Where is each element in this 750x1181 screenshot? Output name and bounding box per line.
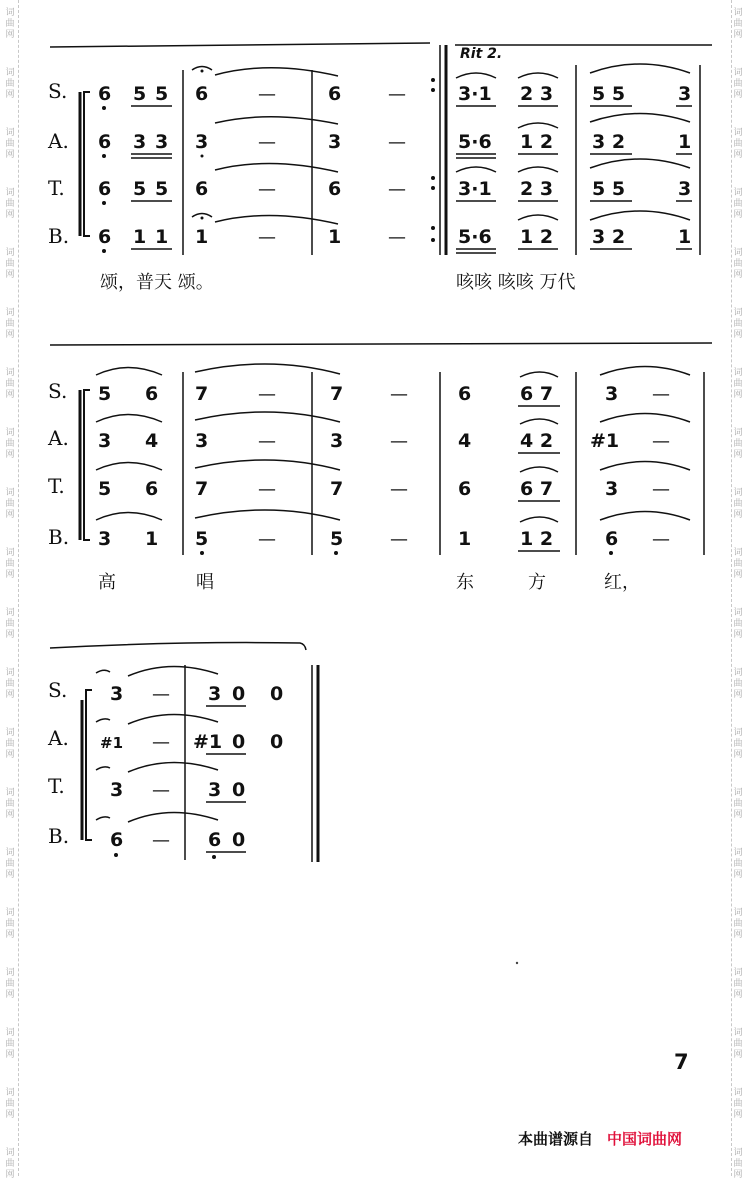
watermark-glyph-group: 词 曲 网 xyxy=(5,968,15,1000)
note: 3 2 xyxy=(592,131,626,153)
voice-label-s: S. xyxy=(48,678,68,702)
note: 0 xyxy=(232,731,246,753)
note: 5 xyxy=(133,83,147,105)
dash: — xyxy=(258,479,276,500)
note: 5·6 xyxy=(458,226,492,248)
dash: — xyxy=(390,529,408,550)
watermark-glyph-group: 词 曲 网 xyxy=(5,8,15,40)
watermark-glyph-group: 词 曲 网 xyxy=(733,668,743,700)
system-1-row-s xyxy=(98,64,692,110)
note: 0 xyxy=(232,779,246,801)
note: #1 xyxy=(100,734,124,752)
system-2-row-a xyxy=(96,412,690,453)
note: 3 xyxy=(208,779,222,801)
dash: — xyxy=(652,479,670,500)
note: 6 7 xyxy=(520,478,554,500)
dash: — xyxy=(388,227,406,248)
watermark-glyph-group: 词 曲 网 xyxy=(733,368,743,400)
watermark-glyph-group: 词 曲 网 xyxy=(5,1148,15,1180)
watermark-glyph-group: 词 曲 网 xyxy=(733,1148,743,1180)
voice-label-b: B. xyxy=(48,525,70,549)
dash: — xyxy=(390,431,408,452)
dash: — xyxy=(390,384,408,405)
note: 3 xyxy=(195,430,209,452)
dash: — xyxy=(258,132,276,153)
dash: — xyxy=(388,84,406,105)
note: 3 xyxy=(110,779,124,801)
dash: — xyxy=(258,431,276,452)
watermark-glyph-group: 词 曲 网 xyxy=(733,128,743,160)
note: 5 5 xyxy=(592,83,626,105)
note: 5 xyxy=(133,178,147,200)
note: 0 xyxy=(270,683,284,705)
note: 3 xyxy=(110,683,124,705)
note: 1 xyxy=(678,131,692,153)
system-3-row-t xyxy=(96,762,246,802)
watermark-glyph-group: 词 曲 网 xyxy=(733,548,743,580)
watermark-glyph-group: 词 曲 网 xyxy=(5,788,15,820)
watermark-glyph-group: 词 曲 网 xyxy=(5,368,15,400)
lyric: 唱 xyxy=(196,572,214,593)
watermark-glyph-group: 词 曲 网 xyxy=(5,668,15,700)
dash: — xyxy=(152,830,170,851)
voice-label-a: A. xyxy=(48,726,69,750)
note: 6 xyxy=(145,383,159,405)
note: 7 xyxy=(195,478,209,500)
note: 1 2 xyxy=(520,226,554,248)
dash: — xyxy=(152,732,170,753)
dash: — xyxy=(152,684,170,705)
watermark-glyph-group: 词 曲 网 xyxy=(5,908,15,940)
note: 6 xyxy=(458,383,472,405)
note: 1 xyxy=(328,226,342,248)
system-2 xyxy=(47,343,712,593)
note: 1 xyxy=(145,528,159,550)
system-3-row-a xyxy=(96,714,283,754)
note: 6 xyxy=(98,226,112,248)
watermark-glyph-group: 词 曲 网 xyxy=(5,848,15,880)
watermark-glyph-group: 词 曲 网 xyxy=(733,1028,743,1060)
note: 6 7 xyxy=(520,383,554,405)
system-1-row-t xyxy=(98,159,692,205)
note: 3 xyxy=(330,430,344,452)
watermark-glyph-group: 词 曲 网 xyxy=(733,8,743,40)
note: 6 xyxy=(98,131,112,153)
note: 5 xyxy=(98,383,112,405)
note: 4 2 xyxy=(520,430,554,452)
dash: — xyxy=(390,479,408,500)
note: 3 xyxy=(98,528,112,550)
note: 1 xyxy=(195,226,209,248)
lyric: 红， xyxy=(604,572,640,593)
voice-label-t: T. xyxy=(48,474,65,498)
note: 5 xyxy=(98,478,112,500)
note: 5 xyxy=(330,528,344,550)
note: 0 xyxy=(232,829,246,851)
lyric: 颂，普天 颂。 xyxy=(100,272,214,293)
watermark-glyph-group: 词 曲 网 xyxy=(733,788,743,820)
system-3 xyxy=(47,643,318,862)
lyric: 方 xyxy=(528,572,546,593)
voice-label-a: A. xyxy=(48,129,69,153)
note: 3 xyxy=(208,683,222,705)
system-2-row-b xyxy=(96,510,690,555)
note: 3 xyxy=(605,383,619,405)
voice-label-s: S. xyxy=(48,79,68,103)
watermark-glyph-group: 词 曲 网 xyxy=(5,128,15,160)
watermark-glyph-group: 词 曲 网 xyxy=(733,308,743,340)
note: 0 xyxy=(232,683,246,705)
note: 2 3 xyxy=(520,178,554,200)
note: 3·1 xyxy=(458,83,492,105)
watermark-glyph-group: 词 曲 网 xyxy=(5,1088,15,1120)
note: 6 xyxy=(328,178,342,200)
dash: — xyxy=(388,132,406,153)
note: 6 xyxy=(605,528,619,550)
voice-label-t: T. xyxy=(48,176,65,200)
lyric: 咳咳 咳咳 万代 xyxy=(456,272,576,293)
watermark-glyph-group: 词 曲 网 xyxy=(733,908,743,940)
note: 7 xyxy=(330,383,344,405)
note: 5 5 xyxy=(592,178,626,200)
note: 1 xyxy=(458,528,472,550)
note: 3 xyxy=(678,83,692,105)
system-3-top-rule xyxy=(50,643,306,650)
note: #1 xyxy=(193,731,223,753)
system-1-top-rule-a xyxy=(50,43,430,47)
note: 7 xyxy=(195,383,209,405)
dash: — xyxy=(258,227,276,248)
system-2-top-rule xyxy=(50,343,712,345)
note: 5·6 xyxy=(458,131,492,153)
watermark-glyph-group: 词 曲 网 xyxy=(733,68,743,100)
watermark-glyph-group: 词 曲 网 xyxy=(5,488,15,520)
watermark-glyph-group: 词 曲 网 xyxy=(5,1028,15,1060)
voice-label-a: A. xyxy=(48,426,69,450)
dash: — xyxy=(652,529,670,550)
voice-label-b: B. xyxy=(48,824,70,848)
rit-marking: Rit 2. xyxy=(460,46,503,62)
dash: — xyxy=(388,179,406,200)
dash: — xyxy=(258,384,276,405)
note: 3 xyxy=(605,478,619,500)
note: 1 xyxy=(155,226,169,248)
dash: — xyxy=(152,780,170,801)
watermark-glyph-group: 词 曲 网 xyxy=(733,1088,743,1120)
note: 6 xyxy=(98,178,112,200)
note: 7 xyxy=(330,478,344,500)
note: 3·1 xyxy=(458,178,492,200)
note: 4 xyxy=(145,430,159,452)
dash: — xyxy=(258,84,276,105)
note: 5 xyxy=(155,83,169,105)
footer-source xyxy=(518,1128,682,1149)
note: 3 xyxy=(133,131,147,153)
note: 3 xyxy=(678,178,692,200)
system-2-row-t xyxy=(96,460,690,501)
note: 6 xyxy=(110,829,124,851)
note: 3 xyxy=(195,131,209,153)
note: 6 xyxy=(328,83,342,105)
note: 1 xyxy=(678,226,692,248)
watermark-glyph-group: 词 曲 网 xyxy=(733,488,743,520)
watermark-glyph-group: 词 曲 网 xyxy=(733,968,743,1000)
dash: — xyxy=(258,529,276,550)
watermark-glyph-group: 词 曲 网 xyxy=(5,188,15,220)
watermark-glyph-group: 词 曲 网 xyxy=(5,308,15,340)
voice-label-s: S. xyxy=(48,379,68,403)
footer-source-text: 本曲谱源自 xyxy=(518,1130,594,1148)
dash: — xyxy=(258,179,276,200)
system-2-row-s xyxy=(96,364,690,406)
system-3-row-b xyxy=(96,812,246,859)
watermark-glyph-group: 词 曲 网 xyxy=(733,608,743,640)
note: 3 xyxy=(98,430,112,452)
system-1-bracket xyxy=(84,92,90,236)
dash: — xyxy=(652,431,670,452)
lyric: 高 xyxy=(98,572,116,593)
speck xyxy=(516,962,518,964)
note: 5 xyxy=(195,528,209,550)
page-number: 7 xyxy=(674,1050,689,1074)
note: 0 xyxy=(270,731,284,753)
footer-site-name[interactable]: 中国词曲网 xyxy=(607,1130,683,1148)
system-1-row-a xyxy=(98,114,692,159)
watermark-glyph-group: 词 曲 网 xyxy=(5,608,15,640)
watermark-glyph-group: 词 曲 网 xyxy=(5,68,15,100)
note: 6 xyxy=(145,478,159,500)
note: 6 xyxy=(208,829,222,851)
watermark-glyph-group: 词 曲 网 xyxy=(5,728,15,760)
system-1 xyxy=(47,43,712,293)
watermark-glyph-group: 词 曲 网 xyxy=(5,548,15,580)
note: 1 xyxy=(133,226,147,248)
system-3-row-s xyxy=(96,666,283,706)
voice-label-t: T. xyxy=(48,774,65,798)
watermark-glyph-group: 词 曲 网 xyxy=(733,248,743,280)
watermark-glyph-group: 词 曲 网 xyxy=(733,428,743,460)
note: 3 xyxy=(155,131,169,153)
watermark-glyph-group: 词 曲 网 xyxy=(733,188,743,220)
note: 1 2 xyxy=(520,131,554,153)
note: 4 xyxy=(458,430,472,452)
voice-label-b: B. xyxy=(48,224,70,248)
note: 2 3 xyxy=(520,83,554,105)
note: 3 2 xyxy=(592,226,626,248)
note: 6 xyxy=(458,478,472,500)
watermark-glyph-group: 词 曲 网 xyxy=(733,728,743,760)
note: 5 xyxy=(155,178,169,200)
lyric: 东 xyxy=(456,572,474,593)
note: #1 xyxy=(590,430,620,452)
system-1-row-b xyxy=(98,211,692,253)
dash: — xyxy=(652,384,670,405)
note: 6 xyxy=(195,178,209,200)
note: 6 xyxy=(98,83,112,105)
note: 1 2 xyxy=(520,528,554,550)
watermark-glyph-group: 词 曲 网 xyxy=(5,248,15,280)
watermark-glyph-group: 词 曲 网 xyxy=(733,848,743,880)
note: 3 xyxy=(328,131,342,153)
watermark-glyph-group: 词 曲 网 xyxy=(5,428,15,460)
note: 6 xyxy=(195,83,209,105)
